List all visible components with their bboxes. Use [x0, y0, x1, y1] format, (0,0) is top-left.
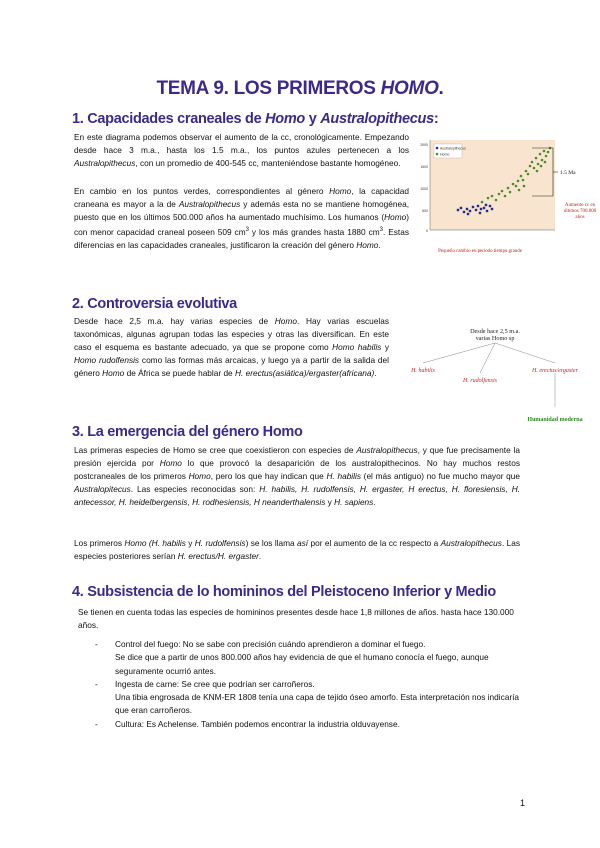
scatter-point: [460, 207, 462, 209]
list-item: - Ingesta de carne: Se cree que podrían ser carroñeros. Una tibia engrosada de KNM-ER 1808 tenía una capa de tejido óseo amorfo. Esta interpretación nos indicaría que eran carroñeros.: [95, 678, 520, 716]
section-1-paragraph-2: En cambio en los puntos verdes, correspondientes al género Homo, la capacidad craneana es mayor a la de Australopithecus y además esta no se mantiene homogénea, puesto que en los últimos 500.000 años ha aumentado muchísimo. Los humanos (Homo) con menor capacidad craneal poseen 509 $cm^3$ y los más grandes hasta 1880 $cm^3$. Estas diferencias en las capacidades craneales, justificaron la creación del género Homo.: [74, 186, 409, 251]
y-tick-label: 0: [426, 229, 428, 233]
page-number: 1: [520, 798, 526, 808]
legend-marker: [436, 147, 439, 150]
scatter-point: [509, 191, 512, 194]
scatter-point: [531, 161, 534, 164]
scatter-point: [543, 150, 546, 153]
scatter-point: [540, 165, 543, 168]
scheme-branch-label: H. habilis: [411, 368, 435, 374]
scatter-point: [467, 213, 469, 215]
scheme-top-label: varias Homo sp: [475, 335, 515, 342]
scatter-point: [522, 179, 525, 182]
scheme-arrow: [423, 343, 495, 363]
scatter-point: [536, 170, 539, 173]
scatter-point: [483, 207, 485, 209]
scatter-point: [515, 185, 518, 188]
section-4-heading: 4. Subsistencia de lo homininos del Pleistoceno Inferior y Medio: [72, 584, 496, 600]
section-4-intro: Se tienen en cuenta todas las especies de homininos presentes desde hace 1,8 millones de años. hasta hace 130.000 años.: [78, 607, 514, 631]
cranial-capacity-chart: [420, 136, 600, 258]
scatter-point: [520, 175, 523, 178]
scatter-point: [457, 209, 459, 211]
subsistence-list: [95, 638, 525, 731]
list-item: - Control del fuego: No se sabe con precisión cuándo aprendieron a dominar el fuego. Se dice que a partir de unos 800.000 años hay evidencia de que el humano conocía el fuego, aunque seguramente ocurrió antes.: [95, 639, 489, 676]
legend-marker: [436, 153, 439, 156]
y-tick-label: 500: [422, 209, 428, 213]
scatter-point: [491, 208, 493, 210]
scatter-point: [489, 205, 491, 207]
section-3-paragraph-1: Las primeras especies de Homo se cree que coexistieron con especies de Australopithecus, y que fue precisamente la presión ejercida por Homo lo que provocó la desaparición de los australopithecinos. No hay muchos restos postcraneales de los primeros Homo, pero los que hay indican que H. habilis (el más antiguo) no fue mucho mayor que Australopitecus. Las especies reconocidas son: H. habilis, H. rudolfensis, H. ergaster, H erectus, H. floresiensis, H. antecessor, H. heidelbergensis, H. rodhesiensis, H neanderthalensis y H. sapiens.: [74, 445, 521, 508]
scatter-point: [477, 205, 479, 207]
scatter-point: [541, 159, 544, 162]
scatter-point: [472, 206, 474, 208]
scatter-point: [537, 163, 540, 166]
scatter-point: [539, 153, 542, 156]
scatter-point: [498, 193, 501, 196]
legend-label: Australopithecus: [440, 146, 466, 151]
scatter-point: [491, 195, 494, 198]
scatter-point: [481, 201, 484, 204]
scatter-point: [547, 151, 550, 154]
scatter-point: [475, 209, 477, 211]
scatter-point: [485, 204, 487, 206]
scatter-point: [533, 167, 536, 170]
scatter-point: [487, 197, 490, 200]
scatter-point: [529, 165, 532, 168]
scatter-point: [501, 190, 504, 193]
scatter-point: [479, 212, 481, 214]
legend-label: Homo: [440, 152, 450, 157]
scatter-point: [480, 208, 482, 210]
scatter-point: [525, 170, 528, 173]
annotation-increase: Aumento cc en últimos 700.000 años: [563, 203, 597, 220]
y-tick-label: 1000: [420, 187, 428, 191]
scatter-point: [544, 161, 547, 164]
scheme-arrow: [480, 343, 495, 373]
scatter-point: [463, 211, 465, 213]
scheme-branch-label: H. erectus/ergaster: [532, 368, 578, 374]
scatter-point: [504, 195, 507, 198]
scatter-point: [486, 210, 488, 212]
scatter-point: [517, 180, 520, 183]
annotation-label: 1.5 Ma: [560, 170, 576, 176]
scatter-point: [527, 173, 530, 176]
chart-caption: Pequeño cambio en periodo tiempo grande: [438, 249, 522, 254]
scatter-point: [469, 210, 471, 212]
section-3-paragraph-2: Los primeros Homo (H. habilis y H. rudolfensis) se los llama así por el aumento de la cc respecto a Australopithecus. Las especies posteriores serían H. erectus/H. ergaster.: [74, 538, 521, 562]
scatter-point: [466, 208, 468, 210]
section-3-heading: 3. La emergencia del género Homo: [72, 424, 303, 440]
evolution-scheme: [395, 325, 595, 425]
scatter-point: [512, 183, 515, 186]
section-1-heading: 1. Capacidades craneales de Homo y Australopithecus:: [72, 111, 439, 127]
section-2-paragraph: Desde hace 2,5 m.a. hay varias especies de Homo. Hay varias escuelas taxonómicas, algunas agrupan todas las especies y otras las diversifican. En este caso el esquema es bastante adecuado, ya que se propone como Homo habilis y Homo rudolfensis como las formas más arcaicas, y luego ya a partir de la salida del género Homo de África se puede hablar de H. erectus(asiática)/ergaster(africana).: [74, 316, 390, 379]
section-1-paragraph-1: En este diagrama podemos observar el aumento de la cc, cronológicamente. Empezando desde hace 3 m.a., hasta los 1.5 m.a., los puntos azules pertenecen a los Australopithecus, con un promedio de 400-545 cc, manteniéndose bastante homogéneo.: [74, 132, 409, 169]
scatter-point: [535, 157, 538, 160]
scheme-arrow: [495, 343, 555, 363]
y-tick-label: 1500: [420, 165, 428, 169]
scheme-branch-label: Humanidad moderna: [527, 417, 583, 423]
page-title: TEMA 9. LOS PRIMEROS HOMO.: [156, 78, 444, 99]
scatter-point: [518, 189, 521, 192]
scatter-point: [545, 155, 548, 158]
scatter-point: [495, 199, 498, 202]
scatter-point: [523, 185, 526, 188]
list-item: - Cultura: Es Achelense. También podemos encontrar la industria olduvayense.: [95, 718, 400, 729]
scheme-top-label: Desde hace 2,5 m.a.: [470, 328, 520, 335]
section-2-heading: 2. Controversia evolutiva: [72, 296, 237, 312]
scheme-branch-label: H. rudolfensis: [462, 378, 498, 384]
scatter-point: [507, 187, 510, 190]
y-tick-label: 2000: [420, 143, 428, 147]
